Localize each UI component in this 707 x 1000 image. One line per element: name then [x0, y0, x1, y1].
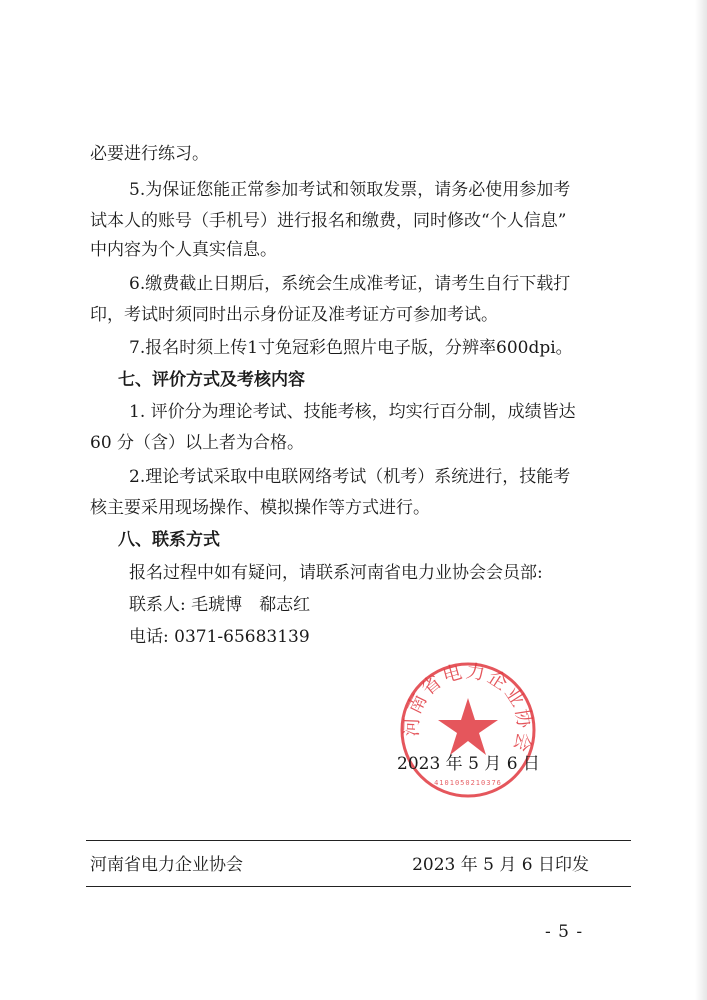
eval-item-2-line-1: 2.理论考试采取中电联网络考试（机考）系统进行，技能考: [129, 467, 571, 487]
item-6-line-2: 印，考试时须同时出示身份证及准考证方可参加考试。: [90, 305, 498, 325]
footer-issue-date: 2023 年 5 月 6 日印发: [412, 855, 589, 875]
body-line-1: 必要进行练习。: [90, 144, 209, 164]
page-number: - 5 -: [545, 922, 584, 942]
section-7-heading: 七、评价方式及考核内容: [118, 370, 305, 390]
footer-top-rule: [86, 840, 631, 841]
official-seal-icon: [398, 660, 538, 800]
eval-item-1-line-2: 60 分（含）以上者为合格。: [90, 433, 305, 453]
item-6-line-1: 6.缴费截止日期后，系统会生成准考证，请考生自行下载打: [129, 274, 571, 294]
item-5-line-1: 5.为保证您能正常参加考试和领取发票，请务必使用参加考: [129, 180, 571, 200]
eval-item-2-line-2: 核主要采用现场操作、模拟操作等方式进行。: [90, 498, 430, 518]
eval-item-1-line-1: 1. 评价分为理论考试、技能考核，均实行百分制，成绩皆达: [129, 402, 576, 422]
item-5-line-2: 试本人的账号（手机号）进行报名和缴费，同时修改“个人信息”: [90, 211, 567, 231]
page-edge-shadow: [695, 0, 707, 1000]
item-5-line-3: 中内容为个人真实信息。: [90, 240, 277, 260]
contact-persons: 联系人: 毛琥博 郗志红: [129, 595, 311, 615]
contact-intro: 报名过程中如有疑问，请联系河南省电力业协会会员部:: [129, 563, 543, 583]
section-8-heading: 八、联系方式: [118, 530, 220, 550]
item-7-line: 7.报名时须上传1寸免冠彩色照片电子版，分辨率600dpi。: [129, 338, 573, 358]
footer-bottom-rule: [86, 886, 631, 887]
footer-issuer: 河南省电力企业协会: [90, 855, 243, 875]
svg-text:河南省电力企业协会: 河南省电力企业协会: [400, 660, 536, 756]
contact-phone: 电话: 0371-65683139: [129, 627, 310, 647]
svg-text:4101050210376: 4101050210376: [434, 779, 502, 787]
signature-date: 2023 年 5 月 6 日: [397, 754, 540, 774]
